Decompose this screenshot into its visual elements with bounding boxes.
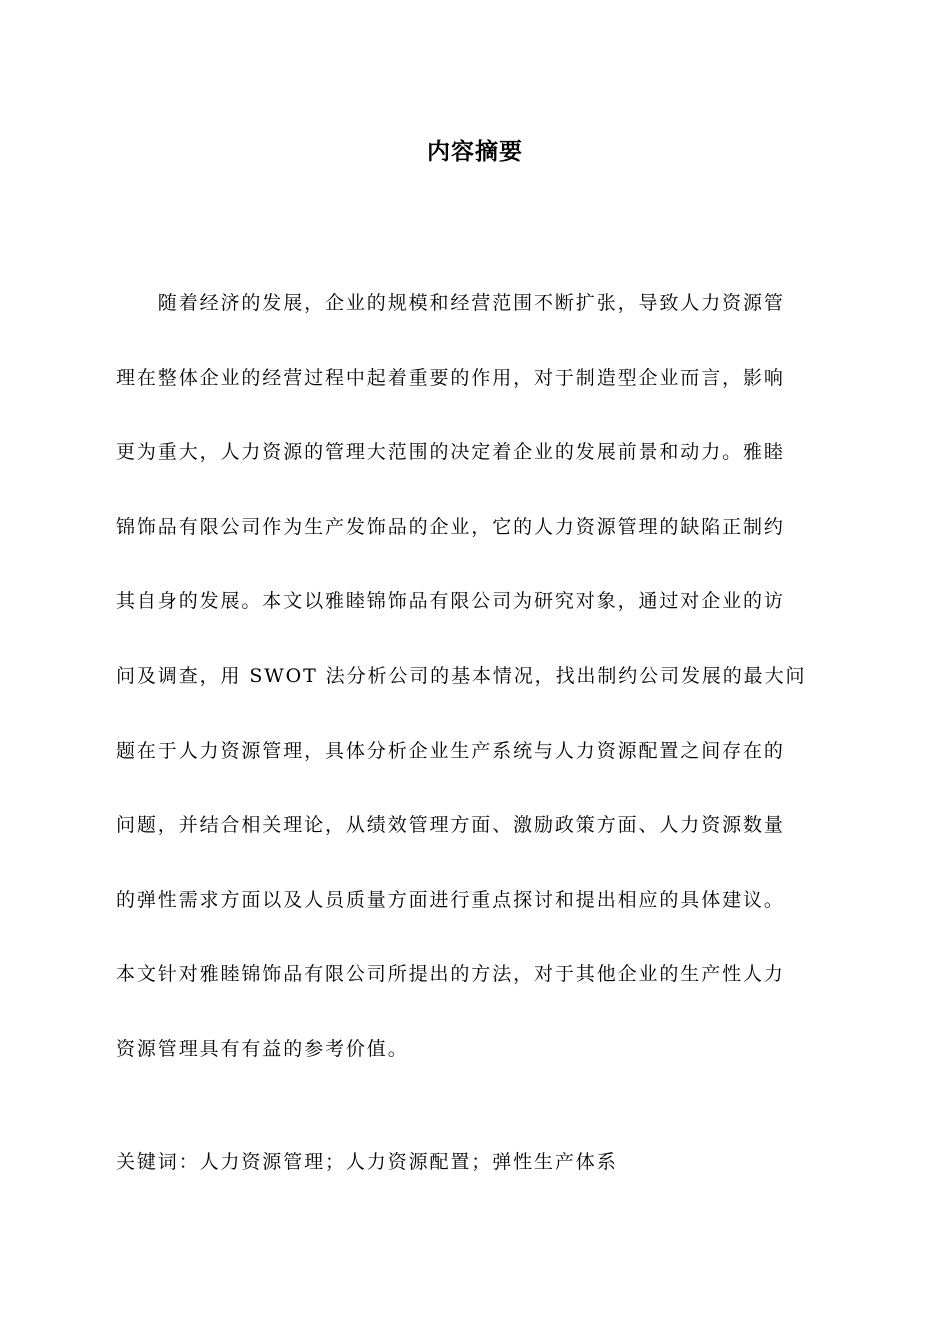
abstract-line: 更为重大，人力资源的管理大范围的决定着企业的发展前景和动力。雅睦	[116, 441, 785, 464]
abstract-line: 其自身的发展。本文以雅睦锦饰品有限公司为研究对象，通过对企业的访	[116, 590, 785, 613]
abstract-body	[116, 266, 832, 1087]
abstract-line: 题在于人力资源管理，具体分析企业生产系统与人力资源配置之间存在的	[116, 739, 785, 762]
keywords-line: 关键词：人力资源管理；人力资源配置；弹性生产体系	[116, 1151, 618, 1173]
abstract-title: 内容摘要	[427, 139, 523, 165]
abstract-line: 问题，并结合相关理论，从绩效管理方面、激励政策方面、人力资源数量	[116, 814, 785, 837]
abstract-line: 理在整体企业的经营过程中起着重要的作用，对于制造型企业而言，影响	[116, 366, 785, 389]
abstract-line: 锦饰品有限公司作为生产发饰品的企业，它的人力资源管理的缺陷正制约	[116, 515, 785, 538]
abstract-line: 的弹性需求方面以及人员质量方面进行重点探讨和提出相应的具体建议。	[116, 888, 785, 911]
abstract-line: 随着经济的发展，企业的规模和经营范围不断扩张，导致人力资源管	[116, 292, 785, 314]
abstract-line: 本文针对雅睦锦饰品有限公司所提出的方法，对于其他企业的生产性人力	[116, 963, 785, 986]
abstract-line: 资源管理具有有益的参考价值。	[116, 1037, 409, 1060]
abstract-line: 问及调查，用 SWOT 法分析公司的基本情况，找出制约公司发展的最大问	[116, 664, 807, 687]
